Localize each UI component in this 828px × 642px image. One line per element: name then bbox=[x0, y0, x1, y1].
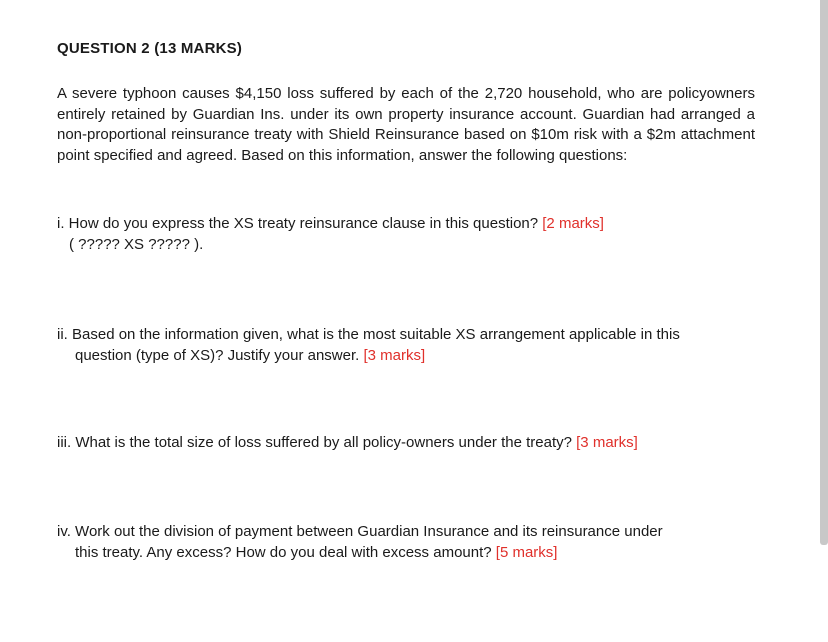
part-iv-line1: iv. Work out the division of payment between Guardian Insurance and its reinsurance under bbox=[57, 523, 663, 540]
vertical-scrollbar[interactable] bbox=[820, 0, 828, 545]
part-ii bbox=[57, 325, 757, 366]
question-intro: A severe typhoon causes $4,150 loss suffered by each of the 2,720 household, who are policyowners entirely retained by Guardian Ins. under its own property insurance account. Guardian had arranged a non-proportional reinsurance treaty with Shield Reinsurance based on $10m risk with a $2m attachment point specified and agreed. Based on this information, answer the following questions: bbox=[57, 85, 755, 164]
part-i-marks: [2 marks] bbox=[542, 215, 604, 232]
part-iv-line2: this treaty. Any excess? How do you deal with excess amount? bbox=[75, 543, 492, 561]
question-title: QUESTION 2 (13 MARKS) bbox=[57, 40, 243, 57]
part-iv-marks: [5 marks] bbox=[495, 543, 558, 561]
part-iii-marks: [3 marks] bbox=[576, 434, 638, 451]
part-iii bbox=[57, 433, 757, 454]
part-iv bbox=[57, 522, 757, 563]
part-i bbox=[57, 214, 757, 255]
part-iii-text: iii. What is the total size of loss suffered by all policy-owners under the treaty? bbox=[57, 434, 572, 451]
part-ii-line1: ii. Based on the information given, what is the most suitable XS arrangement applicable in this bbox=[57, 326, 680, 343]
part-i-text: i. How do you express the XS treaty reinsurance clause in this question? bbox=[57, 215, 539, 232]
part-ii-marks: [3 marks] bbox=[363, 346, 426, 364]
part-i-hint: ( ????? XS ????? ). bbox=[69, 235, 204, 253]
part-ii-line2: question (type of XS)? Justify your answer. bbox=[75, 346, 360, 364]
